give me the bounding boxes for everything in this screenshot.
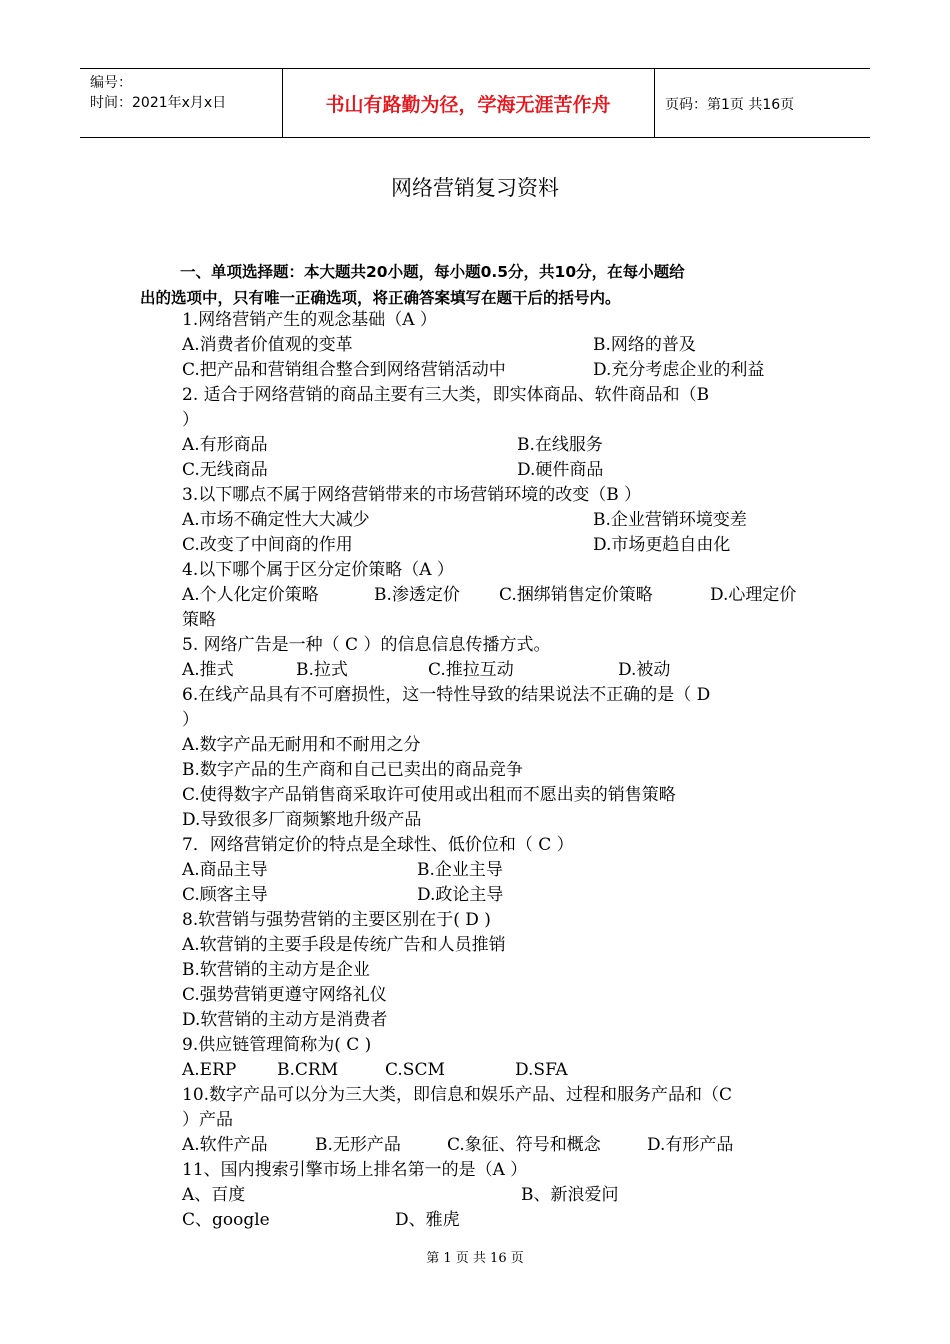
option: D.心理定价	[710, 585, 797, 605]
question-stem-continued: ）	[182, 710, 199, 730]
question-stem-continued: ）	[182, 410, 199, 430]
question-stem: 1.网络营销产生的观念基础（A ）	[182, 310, 437, 330]
option: B.无形产品	[315, 1135, 401, 1155]
header-motto: 书山有路勤为径，学海无涯苦作舟	[325, 94, 611, 116]
option: A.商品主导	[182, 860, 268, 880]
option: B.渗透定价	[374, 585, 460, 605]
document-header	[80, 68, 870, 138]
option: B.网络的普及	[593, 335, 696, 355]
option: B.企业主导	[417, 860, 503, 880]
option: B.CRM	[277, 1060, 339, 1080]
option: D.硬件商品	[517, 460, 604, 480]
option: C.无线商品	[182, 460, 268, 480]
question-stem: 7．网络营销定价的特点是全球性、低价位和（ C ）	[182, 835, 574, 855]
option: C.改变了中间商的作用	[182, 535, 353, 555]
page-footer: 第 1 页 共 16 页	[426, 1251, 524, 1266]
option: A.个人化定价策略	[182, 585, 319, 605]
question-stem: 11、国内搜索引擎市场上排名第一的是（A ）	[182, 1160, 528, 1180]
option: D.市场更趋自由化	[593, 535, 731, 555]
question-stem-continued: ）产品	[182, 1110, 233, 1130]
option: B.拉式	[296, 660, 348, 680]
option: A.市场不确定性大大减少	[182, 510, 370, 530]
question-stem: 5. 网络广告是一种（ C ）的信息信息传播方式。	[182, 635, 551, 655]
option: D.被动	[618, 660, 671, 680]
question-stem: 3.以下哪点不属于网络营销带来的市场营销环境的改变（B ）	[182, 485, 642, 505]
option: B.企业营销环境变差	[593, 510, 747, 530]
question-stem: 6.在线产品具有不可磨损性，这一特性导致的结果说法不正确的是（ D	[182, 685, 711, 705]
option: A.软件产品	[182, 1135, 268, 1155]
section-heading-line: 一、单项选择题：本大题共20小题，每小题0.5分，共10分，在每小题给	[180, 263, 685, 281]
option: A.消费者价值观的变革	[182, 335, 353, 355]
option: C.象征、符号和概念	[447, 1135, 601, 1155]
option: C.顾客主导	[182, 885, 268, 905]
option: A.有形商品	[182, 435, 268, 455]
header-page-info: 页码：第1页 共16页	[665, 97, 795, 113]
question-stem: 10.数字产品可以分为三大类，即信息和娱乐产品、过程和服务产品和（C	[182, 1085, 733, 1105]
option: D.充分考虑企业的利益	[593, 360, 765, 380]
header-divider	[654, 69, 655, 137]
option: A.软营销的主要手段是传统广告和人员推销	[182, 935, 506, 955]
option: B、新浪爱问	[521, 1185, 619, 1205]
question-stem: 9.供应链管理简称为( C )	[182, 1035, 372, 1055]
option: D.软营销的主动方是消费者	[182, 1010, 388, 1030]
question-stem: 2. 适合于网络营销的商品主要有三大类，即实体商品、软件商品和（B	[182, 385, 710, 405]
option: A.数字产品无耐用和不耐用之分	[182, 735, 421, 755]
option: B.数字产品的生产商和自己已卖出的商品竞争	[182, 760, 523, 780]
header-time-label: 时间：2021年x月x日	[90, 95, 227, 111]
option: C.SCM	[385, 1060, 445, 1080]
question-stem: 8.软营销与强势营销的主要区别在于( D )	[182, 910, 491, 930]
option: C.捆绑销售定价策略	[499, 585, 653, 605]
option: D.SFA	[515, 1060, 568, 1080]
option: C.使得数字产品销售商采取许可使用或出租而不愿出卖的销售策略	[182, 785, 676, 805]
question-stem: 4.以下哪个属于区分定价策略（A ）	[182, 560, 454, 580]
option: A.ERP	[182, 1060, 237, 1080]
section-heading-line: 出的选项中，只有唯一正确选项，将正确答案填写在题干后的括号内。	[140, 289, 621, 307]
option: C、google	[182, 1210, 270, 1230]
option: D.导致很多厂商频繁地升级产品	[182, 810, 422, 830]
section-heading	[140, 259, 810, 311]
option: D.政论主导	[417, 885, 504, 905]
option: C.推拉互动	[428, 660, 514, 680]
option: B.在线服务	[517, 435, 603, 455]
option: C.强势营销更遵守网络礼仪	[182, 985, 387, 1005]
option: D、雅虎	[395, 1210, 460, 1230]
option: D.有形产品	[647, 1135, 734, 1155]
option: B.软营销的主动方是企业	[182, 960, 370, 980]
option: A.推式	[182, 660, 234, 680]
option-continued: 策略	[182, 610, 216, 630]
option: A、百度	[182, 1185, 246, 1205]
header-number-label: 编号：	[90, 75, 132, 91]
document-title: 网络营销复习资料	[391, 176, 559, 200]
option: C.把产品和营销组合整合到网络营销活动中	[182, 360, 506, 380]
header-meta	[90, 73, 226, 113]
